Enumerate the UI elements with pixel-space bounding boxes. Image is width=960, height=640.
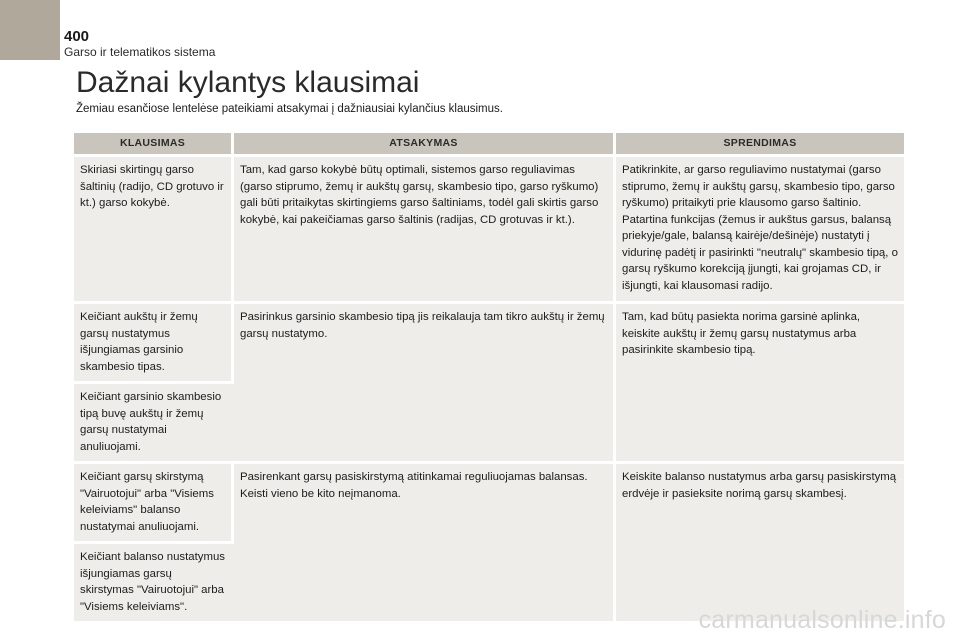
header-question: KLAUSIMAS (74, 133, 234, 154)
header-solution: SPRENDIMAS (616, 133, 904, 154)
watermark: carmanualsonline.info (698, 606, 946, 634)
answer-cell: Pasirenkant garsų pasiskirstymą atitinkamai reguliuojamas balansas. Keisti vieno be kito neįmanoma. (234, 461, 616, 621)
section-label: Garso ir telematikos sistema (64, 45, 216, 59)
solution-cell: Tam, kad būtų pasiekta norima garsinė aplinka, keiskite aukštų ir žemų garsų nustatymus arba pasirinkite skambesio tipą. (616, 301, 904, 461)
answer-cell: Pasirinkus garsinio skambesio tipą jis reikalauja tam tikro aukštų ir žemų garsų nustatymo. (234, 301, 616, 461)
solution-cell: Keiskite balanso nustatymus arba garsų pasiskirstymą erdvėje ir pasieksite norimą garsų skambesį. (616, 461, 904, 621)
question-cell: Keičiant garsų skirstymą "Vairuotojui" arba "Visiems keleiviams" balanso nustatymai anuliuojami. (74, 461, 234, 541)
solution-cell: Patikrinkite, ar garso reguliavimo nustatymai (garso stiprumo, žemų ir aukštų garsų, skambesio tipo, garso ryškumo) pritaikyti prie klausomo garso šaltinio. Patartina funkcijas (žemus ir aukštus garsus, balansą priekyje/gale, balansą kairėje/dešinėje) nustatyti į vidurinę padėtį ir pasirinkti "neutralų" skambesio tipą, o garsų ryškumo korekciją įjungti, kai grojamas CD, ir išjungti, kai klausomasi radijo. (616, 154, 904, 301)
answer-cell: Tam, kad garso kokybė būtų optimali, sistemos garso reguliavimas (garso stiprumo, žemų ir aukštų garsų, skambesio tipo, garso ryškumo) gali būti pritaikytas skirtingiems garso šaltiniams, todėl gali skirtis garso kokybė, kai pakeičiamas garso šaltinis (radijas, CD grotuvas ir kt.). (234, 154, 616, 301)
header-answer: ATSAKYMAS (234, 133, 616, 154)
table-row (74, 461, 904, 541)
question-cell: Keičiant balanso nustatymus išjungiamas garsų skirstymas "Vairuotojui" arba "Visiems keleiviams". (74, 541, 234, 621)
page-number: 400 (64, 28, 90, 45)
page-corner-tab (0, 0, 60, 60)
table-row (74, 301, 904, 381)
question-cell: Keičiant garsinio skambesio tipą buvę aukštų ir žemų garsų nustatymai anuliuojami. (74, 381, 234, 461)
question-cell: Keičiant aukštų ir žemų garsų nustatymus išjungiamas garsinio skambesio tipas. (74, 301, 234, 381)
question-cell: Skiriasi skirtingų garso šaltinių (radijo, CD grotuvo ir kt.) garso kokybė. (74, 154, 234, 301)
page-subtitle: Žemiau esančiose lentelėse pateikiami atsakymai į dažniausiai kylančius klausimus. (76, 103, 503, 115)
faq-table (74, 133, 904, 621)
table-row (74, 154, 904, 301)
table-header-row (74, 133, 904, 154)
page-title: Dažnai kylantys klausimai (76, 66, 420, 99)
